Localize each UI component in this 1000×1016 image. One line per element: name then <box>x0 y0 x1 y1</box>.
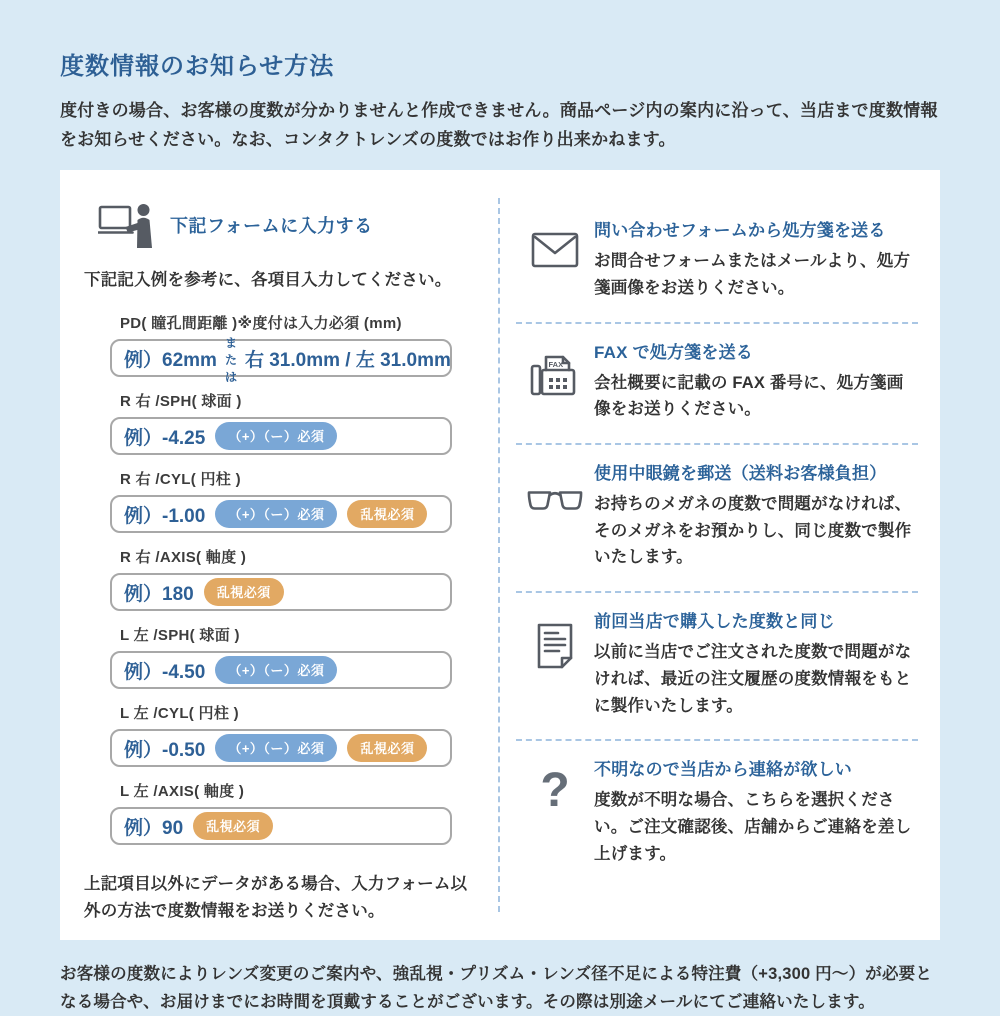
example-input-field <box>110 729 452 767</box>
method-body <box>594 338 918 423</box>
plus-minus-required-badge: （+）（ー）必須 <box>215 734 337 762</box>
method-body <box>594 607 918 719</box>
document-icon <box>516 607 594 719</box>
astigmatism-required-badge: 乱視必須 <box>204 578 284 606</box>
example-value-connector: または <box>224 335 237 384</box>
method-title: 問い合わせフォームから処方箋を送る <box>594 221 886 241</box>
method-body <box>594 216 918 301</box>
method-mail-glasses <box>516 445 918 593</box>
plus-minus-required-badge: （+）（ー）必須 <box>215 500 337 528</box>
form-entry-subtext: 下記記入例を参考に、各項目入力してください。 <box>84 271 452 290</box>
field-label: R 右 /SPH( 球面 ) <box>120 393 242 411</box>
example-value: 例）-4.50 <box>124 661 206 683</box>
form-field-row-r-cyl <box>84 468 498 533</box>
question-icon: ? <box>540 764 570 818</box>
method-title: FAX で処方箋を送る <box>594 342 753 362</box>
example-value: 例）-1.00 <box>124 505 206 527</box>
form-field-row-l-axis <box>84 780 498 845</box>
example-value: 例）-4.25 <box>124 427 206 449</box>
glasses-icon <box>516 459 594 571</box>
example-input-field <box>110 417 452 455</box>
example-value: 例）180 <box>124 583 194 605</box>
method-fax <box>516 324 918 445</box>
method-body <box>594 755 918 867</box>
intro-text: 度付きの場合、お客様の度数が分かりませんと作成できません。商品ページ内の案内に沿って、当店まで度数情報をお知らせください。なお、コンタクトレンズの度数ではお作り出来かねます。 <box>60 101 938 149</box>
prescription-methods-card <box>60 170 940 939</box>
form-field-row-pd <box>84 312 498 384</box>
alternative-methods-column <box>498 198 918 911</box>
method-description: 度数が不明な場合、こちらを選択ください。ご注文確認後、店舗からご連絡を差し上げます。 <box>594 791 912 863</box>
form-entry-note: 上記項目以外にデータがある場合、入力フォーム以外の方法で度数情報をお送りください。 <box>84 875 468 921</box>
method-description: お持ちのメガネの度数で問題がなければ、そのメガネをお預かりし、同じ度数で製作いたします。 <box>594 494 912 567</box>
field-label: R 右 /CYL( 円柱 ) <box>120 471 241 489</box>
example-value: 例）62mm <box>124 349 217 371</box>
form-field-row-l-sph <box>84 624 498 689</box>
astigmatism-required-badge: 乱視必須 <box>193 812 273 840</box>
example-input-field <box>110 651 452 689</box>
method-body <box>594 459 918 571</box>
field-label: L 左 /AXIS( 軸度 ) <box>120 783 245 801</box>
method-description: 以前に当店でご注文された度数で問題がなければ、最近の注文履歴の度数情報をもとに製作いたします。 <box>594 643 912 715</box>
field-label: L 左 /SPH( 球面 ) <box>120 627 240 645</box>
field-label: L 左 /CYL( 円柱 ) <box>120 705 239 723</box>
example-value-alt: 右 31.0mm / 左 31.0mm <box>244 349 451 371</box>
envelope-icon <box>516 216 594 301</box>
presenter-monitor-icon <box>98 202 154 248</box>
fax-icon-label: FAX <box>548 359 564 369</box>
field-label: PD( 瞳孔間距離 )※度付は入力必須 (mm) <box>120 315 402 333</box>
example-value: 例）-0.50 <box>124 739 206 761</box>
method-title: 前回当店で購入した度数と同じ <box>594 612 835 632</box>
form-field-row-r-axis <box>84 546 498 611</box>
page-title: 度数情報のお知らせ方法 <box>60 53 335 80</box>
astigmatism-required-badge: 乱視必須 <box>347 500 427 528</box>
fax-icon <box>516 338 594 423</box>
form-field-row-l-cyl <box>84 702 498 767</box>
plus-minus-required-badge: （+）（ー）必須 <box>215 422 337 450</box>
special-fee-note: お客様の度数によりレンズ変更のご案内や、強乱視・プリズム・レンズ径不足による特注費（+3,300 円〜）が必要となる場合や、お届けまでにお時間を頂戴することがございます。その際は別途メールにてご連絡いたします。 <box>60 964 933 1011</box>
example-value: 例）90 <box>124 817 184 839</box>
form-entry-column <box>60 196 498 925</box>
method-unknown-contact-me <box>516 741 918 887</box>
example-input-field <box>110 335 452 384</box>
form-entry-header <box>98 202 498 248</box>
form-example-list <box>84 312 498 845</box>
method-description: お問合せフォームまたはメールより、処方箋画像をお送りください。 <box>594 252 911 297</box>
astigmatism-required-badge: 乱視必須 <box>347 734 427 762</box>
example-input-field <box>110 573 452 611</box>
form-field-row-r-sph <box>84 390 498 455</box>
plus-minus-required-badge: （+）（ー）必須 <box>215 656 337 684</box>
method-contact-form <box>516 202 918 323</box>
method-title: 使用中眼鏡を郵送（送料お客様負担） <box>594 463 887 483</box>
form-entry-heading: 下記フォームに入力する <box>170 216 373 237</box>
method-title: 不明なので当店から連絡が欲しい <box>594 760 852 780</box>
example-input-field <box>110 807 452 845</box>
field-label: R 右 /AXIS( 軸度 ) <box>120 549 247 567</box>
method-previous-order <box>516 593 918 741</box>
method-description: 会社概要に記載の FAX 番号に、処方箋画像をお送りください。 <box>594 373 904 419</box>
example-input-field <box>110 495 452 533</box>
